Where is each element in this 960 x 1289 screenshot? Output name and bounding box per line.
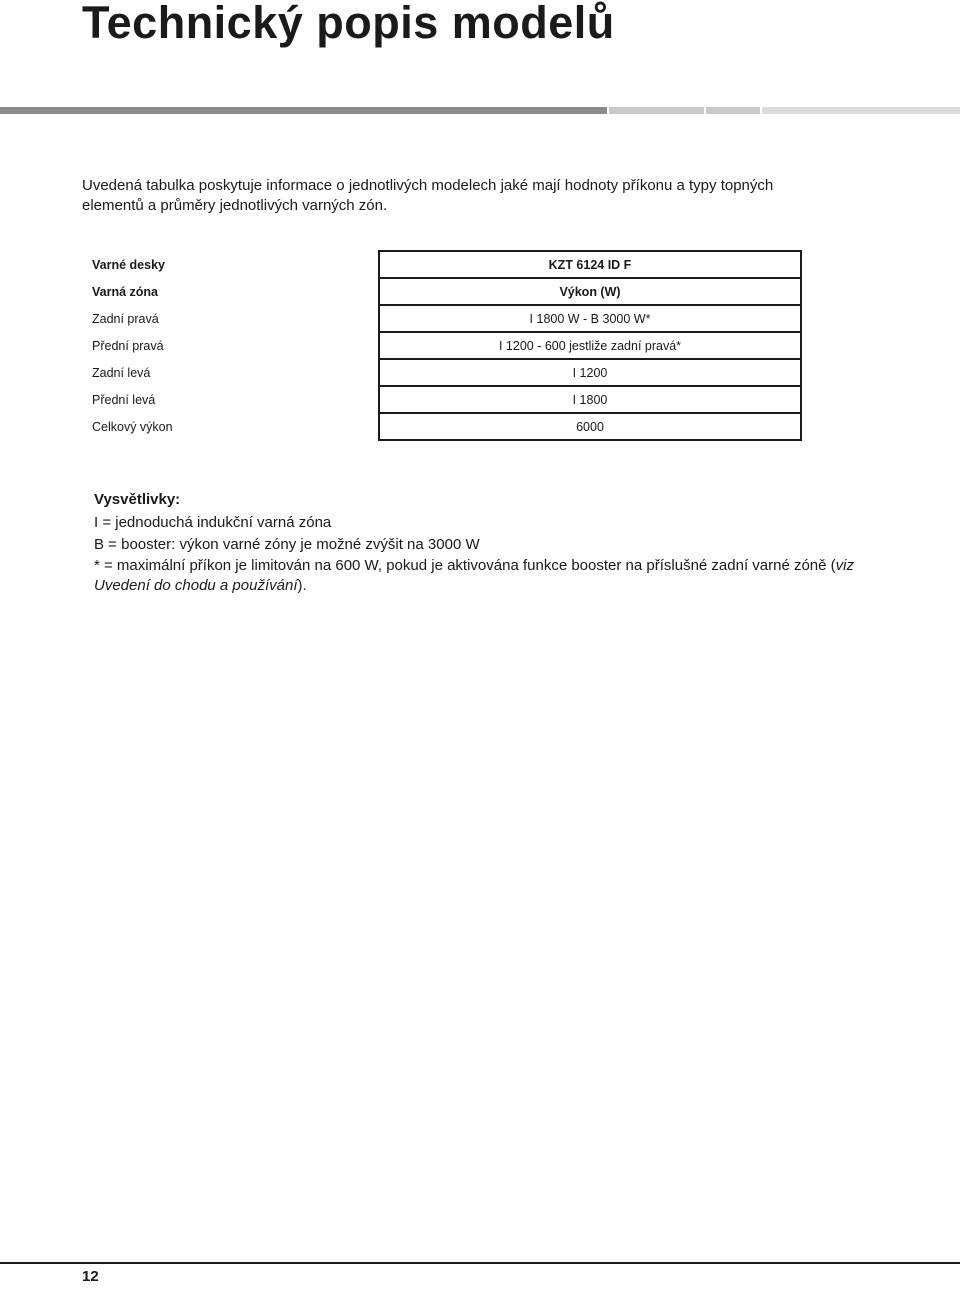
row-value: 6000 bbox=[379, 413, 801, 440]
row-label: Zadní levá bbox=[92, 365, 151, 380]
legend-note-reference: viz Uvedení do chodu a používání bbox=[94, 557, 855, 594]
header-rule-light-segment bbox=[762, 107, 960, 114]
intro-line: Uvedená tabulka poskytuje informace o jednotlivých modelech jaké mají hodnoty příkonu a typy topných bbox=[82, 177, 774, 194]
spec-table bbox=[88, 250, 802, 441]
row-label: Varná zóna bbox=[92, 284, 158, 299]
legend-note bbox=[94, 556, 854, 596]
table-row bbox=[88, 332, 801, 359]
legend-title: Vysvětlivky: bbox=[94, 491, 181, 508]
row-label: Přední levá bbox=[92, 392, 156, 407]
legend-line-booster: B = booster: výkon varné zóny je možné zvýšit na 3000 W bbox=[94, 536, 480, 553]
row-label: Varné desky bbox=[92, 257, 165, 272]
footer-rule bbox=[0, 1262, 960, 1264]
page-title: Technický popis modelů bbox=[82, 0, 615, 48]
table-row bbox=[88, 305, 801, 332]
row-value: I 1800 W - B 3000 W* bbox=[379, 305, 801, 332]
row-value: I 1800 bbox=[379, 386, 801, 413]
row-value: Výkon (W) bbox=[379, 278, 801, 305]
row-value: KZT 6124 ID F bbox=[379, 251, 801, 278]
header-rule-light-segment bbox=[609, 107, 704, 114]
row-label: Celkový výkon bbox=[92, 419, 173, 434]
row-value: I 1200 bbox=[379, 359, 801, 386]
table-row bbox=[88, 278, 801, 305]
legend bbox=[94, 490, 854, 596]
header-rule-dark bbox=[0, 107, 607, 114]
legend-note-end: ). bbox=[297, 577, 307, 594]
table-row bbox=[88, 251, 801, 278]
header-rule-light-segment bbox=[706, 107, 760, 114]
legend-line-induction: I = jednoduchá indukční varná zóna bbox=[94, 514, 332, 531]
table-row bbox=[88, 359, 801, 386]
table-row bbox=[88, 413, 801, 440]
legend-note-text: * = maximální příkon je limitován na 600 W, pokud je aktivována funkce booster na příslušné zadní varné zóně ( bbox=[94, 557, 836, 574]
row-value: I 1200 - 600 jestliže zadní pravá* bbox=[379, 332, 801, 359]
intro-line: elementů a průměry jednotlivých varných zón. bbox=[82, 197, 388, 214]
table-row bbox=[88, 386, 801, 413]
row-label: Přední pravá bbox=[92, 338, 164, 353]
row-label: Zadní pravá bbox=[92, 311, 159, 326]
intro-paragraph bbox=[82, 176, 882, 216]
page-number: 12 bbox=[82, 1268, 99, 1285]
